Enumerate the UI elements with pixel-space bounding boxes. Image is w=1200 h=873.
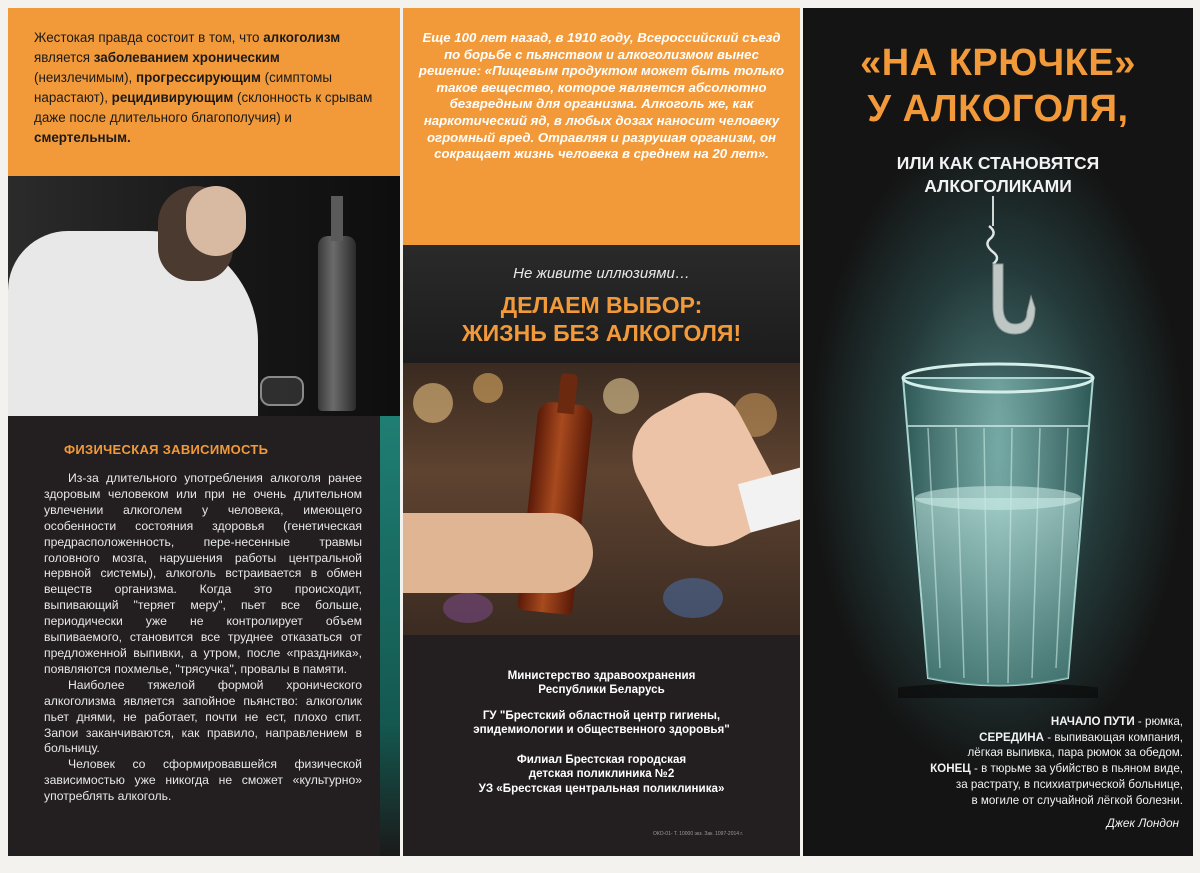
left-intro-box — [8, 8, 400, 176]
slogan-line-2: ЖИЗНЬ БЕЗ АЛКОГОЛЯ! — [461, 320, 742, 346]
empty-bottle-shape — [318, 236, 356, 411]
org-hygiene-center — [403, 709, 800, 738]
jack-london-quote — [823, 714, 1183, 808]
quote-middle-label: СЕРЕДИНА — [979, 730, 1045, 744]
org-ministry — [403, 669, 800, 698]
man-hand-shape — [186, 186, 246, 256]
intro-text-2: является — [34, 50, 94, 65]
intro-bold-4: рецидивирующим — [111, 90, 234, 105]
org-hygiene-line-1: ГУ "Брестский областной центр гигиены, — [482, 709, 721, 722]
cover-subtitle-line-1: ИЛИ КАК СТАНОВЯТСЯ — [896, 153, 1100, 173]
refusing-bottle-photo — [403, 363, 800, 635]
quote-line-2 — [823, 730, 1183, 746]
quote-line-2-text: - выпивающая компания, — [1044, 730, 1183, 744]
organizations-block — [403, 635, 800, 856]
slogan-small: Не живите иллюзиями… — [513, 265, 690, 282]
offering-hand-shape — [403, 513, 593, 593]
cover-title-line-1: «НА КРЮЧКЕ» — [860, 42, 1136, 84]
congress-quote-box — [403, 8, 800, 245]
intro-bold-5: смертельным. — [34, 130, 131, 145]
quote-line-6: в могиле от случайной лёгкой болезни. — [971, 793, 1183, 807]
physical-dependence-section — [8, 416, 400, 856]
cover-subtitle — [803, 152, 1193, 198]
right-panel-cover — [803, 8, 1193, 856]
slogan-line-1: ДЕЛАЕМ ВЫБОР: — [500, 292, 703, 318]
org-ministry-line-1: Министерство здравоохранения — [507, 669, 696, 682]
quote-line-5: за растрату, в психиатрической больнице, — [955, 777, 1183, 791]
congress-quote-text: Еще 100 лет назад, в 1910 году, Всероссийский съезд по борьбе с пьянством и алкоголизмом вынес решение: «Пищевым продуктом может быть только такое вещество, которое является абсолютно безвредным для организма. Алкоголь же, как наркотический яд, в любых дозах наносит человеку огромный вред. Отравляя и разрушая организм, он сокращает жизнь человека в среднем на 20 лет». — [418, 30, 785, 162]
middle-panel — [403, 8, 800, 856]
quote-end-label: КОНЕЦ — [930, 762, 971, 776]
intro-bold-1: алкоголизм — [263, 30, 341, 45]
slogan-band — [403, 245, 800, 363]
physical-dependence-body — [44, 471, 362, 805]
bokeh-light — [413, 383, 453, 423]
org-polyclinic-line-3: УЗ «Брестская центральная поликлиника» — [478, 781, 725, 795]
quote-line-3: лёгкая выпивка, пара рюмок за обедом. — [967, 746, 1183, 760]
body-paragraph-1: Из-за длительного употребления алкоголя ранее здоровым человеком или при не очень длительном увлечении алкоголем у человека, имеющего особенности состояния здоровья (генетическая предрасположенность, пере-несенные травмы головного мозга, нарушения работы центральной нервной системы), алкоголь встраивается в обмен веществ организма. Когда это происходит, выпивающий "теряет меру", пьет все больше, периодически уже не контролирует объем выпиваемого, становится все труднее отказаться от предложенной выпивки, а утром, после «праздника», появляются похмелье, "трясучка", провалы в памяти. — [44, 471, 362, 676]
bokeh-light — [603, 378, 639, 414]
intro-bold-3: прогрессирующим — [135, 70, 261, 85]
physical-dependence-heading: ФИЗИЧЕСКАЯ ЗАВИСИМОСТЬ — [64, 442, 269, 457]
fish-hook-icon — [953, 196, 1043, 346]
bokeh-light — [443, 593, 493, 623]
depressed-man-photo — [8, 176, 400, 416]
intro-bold-2: заболеванием хроническим — [93, 50, 280, 65]
quote-author: Джек Лондон — [1106, 816, 1179, 830]
org-polyclinic-line-1: Филиал Брестская городская — [516, 753, 687, 766]
body-paragraph-3: Человек со сформировавшейся физической зависимостью уже никогда не сможет «культурно» употреблять алкоголь. — [44, 757, 362, 804]
body-paragraph-2: Наиболее тяжелой формой хронического алкоголизма является запойное пьянство: алкоголик пьет днями, не работает, почти не ест, плохо спит. Запои заканчиваются, как правило, направлением в больницу. — [44, 677, 362, 756]
org-polyclinic-line-2: детская поликлиника №2 — [528, 767, 675, 781]
left-intro-text — [34, 28, 380, 148]
org-hygiene-line-2: эпидемиологии и общественного здоровья" — [473, 723, 730, 737]
quote-beginning-label: НАЧАЛО ПУТИ — [1050, 715, 1135, 728]
cover-title-line-2: У АЛКОГОЛЯ, — [867, 88, 1129, 130]
left-panel — [8, 8, 400, 856]
quote-line-4-text: - в тюрьме за убийство в пьяном виде, — [970, 762, 1183, 776]
quote-line-1-text: - рюмка, — [1134, 715, 1183, 728]
slogan-big — [403, 291, 800, 347]
faceted-glass-icon — [898, 358, 1098, 698]
intro-text-5: (склонность к срывам даже после длительного благополучия) и — [34, 90, 373, 125]
bokeh-light — [473, 373, 503, 403]
quote-line-4 — [823, 761, 1183, 777]
teal-decor-strip — [380, 416, 400, 856]
print-info: ОКО-01- Т. 10000 экз. Зак. 1097-2014 г. — [653, 831, 744, 837]
intro-text-1: Жестокая правда состоит в том, что — [34, 30, 264, 45]
quote-line-1 — [823, 714, 1183, 730]
cover-subtitle-line-2: АЛКОГОЛИКАМИ — [924, 176, 1072, 196]
intro-text-4: (симптомы нарастают), — [34, 70, 332, 105]
fallen-glass-shape — [260, 376, 304, 406]
bokeh-light — [663, 578, 723, 618]
org-polyclinic — [403, 753, 800, 796]
org-ministry-line-2: Республики Беларусь — [538, 683, 665, 697]
intro-text-3: (неизлечимым), — [34, 70, 136, 85]
